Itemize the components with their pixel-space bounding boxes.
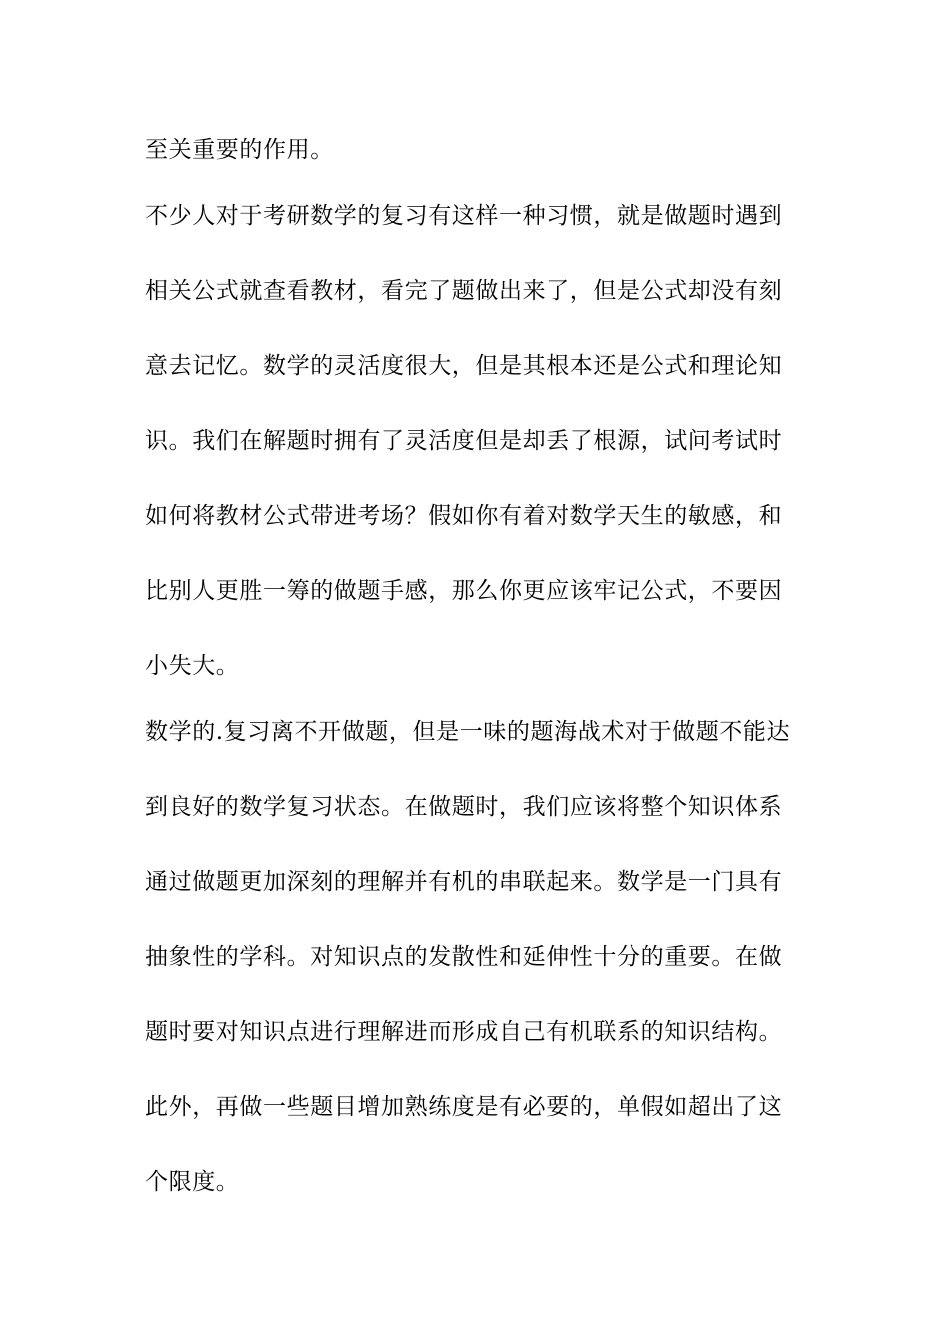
paragraph-3-line-5: 题时要对知识点进行理解进而形成自己有机联系的知识结构。 — [145, 1019, 783, 1045]
paragraph-3-line-6: 此外，再做一些题目增加熟练度是有必要的，单假如超出了这 — [145, 1094, 783, 1120]
paragraph-3-line-7: 个限度。 — [145, 1169, 240, 1195]
paragraph-2-line-2: 相关公式就查看教材，看完了题做出来了，但是公式却没有刻 — [145, 278, 783, 304]
paragraph-2-line-3: 意去记忆。数学的灵活度很大，但是其根本还是公式和理论知 — [145, 353, 783, 379]
paragraph-3-line-4: 抽象性的学科。对知识点的发散性和延伸性十分的重要。在做 — [145, 944, 783, 970]
paragraph-2-line-4: 识。我们在解题时拥有了灵活度但是却丢了根源，试问考试时 — [145, 428, 783, 454]
paragraph-2-line-6: 比别人更胜一筹的做题手感，那么你更应该牢记公式，不要因 — [145, 578, 783, 604]
paragraph-2-line-7: 小失大。 — [145, 653, 240, 679]
body-text — [145, 130, 815, 1237]
paragraph-3-line-3: 通过做题更加深刻的理解并有机的串联起来。数学是一门具有 — [145, 869, 783, 895]
paragraph-2-line-1: 不少人对于考研数学的复习有这样一种习惯，就是做题时遇到 — [145, 203, 783, 229]
paragraph-3-line-2: 到良好的数学复习状态。在做题时，我们应该将整个知识体系 — [145, 794, 783, 820]
paragraph-3-line-1: 数学的.复习离不开做题，但是一味的题海战术对于做题不能达 — [145, 719, 791, 745]
paragraph-2-line-5: 如何将教材公式带进考场？假如你有着对数学天生的敏感，和 — [145, 503, 783, 529]
paragraph-1-line-1: 至关重要的作用。 — [145, 137, 334, 163]
